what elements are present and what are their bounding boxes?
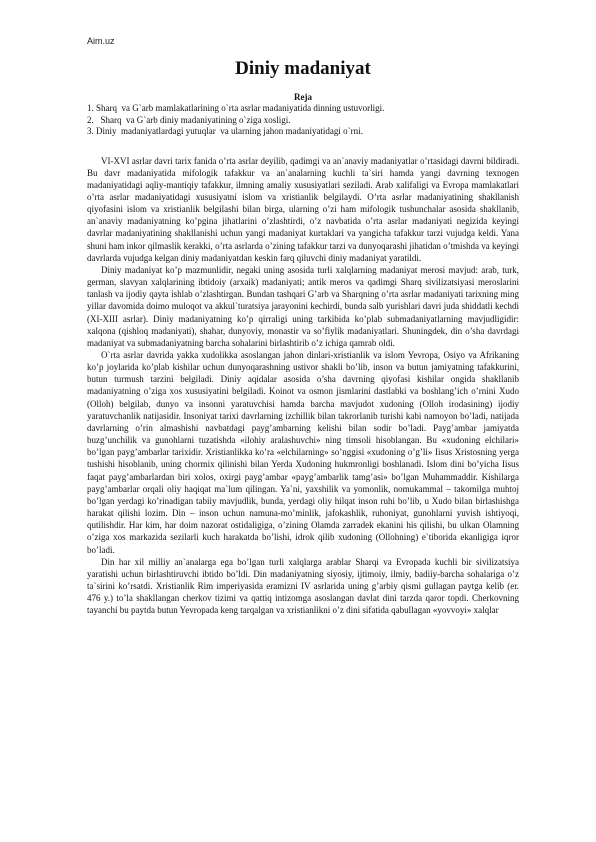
paragraph: Diniy madaniyat ko’p mazmunlidir, negaki uning asosida turli xalqlarning madaniyat merosi mavjud: arab, turk, german, slavyan xalqlarining ibtidoiy (arxaik) madaniyati; antik meros va qadimgi Sharq sivilizatsiyasi meroslarini tanlash va ijodiy qayta ishlab o’zlashtirgan. Bundan tashqari G’arb va Sharqning o’rta asrlar madaniyati tarixning ming yillar davomida doimo muloqot va akkul`turatsiya jarayonini kechirdi, bunda salb yurishlari davri juda shiddatli kechdi (XI-XIII asrlar). Diniy madaniyatning ko’p qirraligi uning tarkibida ko’plab submadaniyatlarning mavjudligidir: xalqona (qishloq madaniyati), shahar, dunyoviy, monastir va so’fiylik madaniyatlari. Shuningdek, din o’sha davrdagi madaniyat va submadaniyatning barcha sohalarini birlashtirib o’z ichiga qamrab oldi. xyxy=(87,264,519,348)
paragraph: Din har xil milliy an`analarga ega bo’lgan turli xalqlarga arablar Sharqi va Evropada kuchli bir sivilizatsiya yaratishi uchun birlashtiruvchi ibtido bo’ldi. Din madaniyatning siyosiy, ijtimoiy, ilmiy, badiiy-barcha sohalariga o’z ta`sirini ko’rsatdi. Xristianlik Rim imperiyasida eramizni IV asrlarida uning g’arbiy qismi gullagan paytga kelib (er. 476 y.) to’la shakllangan cherkov tizimi va qattiq intizomga asoslangan davlat dini tarzda qaror topdi. Cherkovning tayanchi bu paytda butun Yevropada keng tarqalgan va xristianlikni o’z dini sifatida qabullagan «yovvoyi» xalqlar xyxy=(87,556,519,616)
plan-list xyxy=(87,103,519,138)
paragraph: VI-XVI asrlar davri tarix fanida o’rta asrlar deyilib, qadimgi va an`anaviy madaniyatlar o’rtasidagi davrni bildiradi. Bu davr madaniyatida mifologik tafakkur va an`analarning kuchli ta`siri hamda yangi davrning texnogen madaniyatidagi aqliy-mantiqiy tafakkur, ilmning amaliy xususiyatlari seziladi. Arab xalifaligi va Evropa mamlakatlari o’rta asrlar madaniyatidagi xususiyatni islom va xristianlik belgilaydi. O’rta asrlar madaniyatining shakllanish qiyofasini islom va xristianlik belgilashi bilan birga, ularning o’zi ham mifologik tushunchalar asosida shakllanib, an`anaviy madaniyatning ko’pgina jihatlarini o’zlashtirdi, o’z navbatida o’rta asrlar madaniyati negizida keyingi davrlar madaniyatining shakllanishi uchun yangi madaniyat kurtaklari va yangicha tafakkur tarzi vujudga keldi. Yana shuni ham inkor qilmaslik kerakki, o’rta asrlarda o’zining tafakkur tarzi va dunyoqarashi jihatidan o’tmishda va keyingi davrlarda vujudga kelgan diniy madaniyatdan keskin farq qiluvchi diniy madaniyat yaratildi. xyxy=(87,155,519,263)
body-text xyxy=(87,155,519,617)
plan-heading: Reja xyxy=(294,92,312,102)
plan-item: 2. Sharq va G`arb diniy madaniyatining o`ziga xosligi. xyxy=(87,114,291,125)
plan-item: 1. Sharq va G`arb mamlakatlarining o`rta asrlar madaniyatida dinning ustuvorligi. xyxy=(87,103,385,113)
site-label: Aim.uz xyxy=(87,36,115,46)
plan-item: 3. Diniy madaniyatlardagi yutuqlar va ularning jahon madaniyatidagi o`rni. xyxy=(87,126,363,136)
paragraph: O`rta asrlar davrida yakka xudolikka asoslangan jahon dinlari-xristianlik va islom Yevropa, Osiyo va Afrikaning ko’p joylarida ko’plab kishilar uchun dunyoqarashning ustivor shakli bo’lib, inson va butun jamiyatning tafakkurini, butun turmush tarzini belgiladi. Diniy aqidalar asosida o’sha davrning qiyofasi kishilar ongida shakllanib madaniyatning o’ziga xos xususiyatini belgiladi. Koinot va osmon jismlarini dastlabki va boshlang’ich o’rnini Xudo (Olloh) belgilab, dunyo va insonni yaratuvchisi hamda barcha mavjudot xudoning (Olloh irodasining) ijodiy yaratuvchanlik natijasidir. Insoniyat tarixi davrlarning izchillik bilan takrorlanib turishi kabi namoyon bo’ladi, natijada davrlarning o’rin almashishi navbatdagi payg’ambarning kelishi bilan sodir bo’ladi. Payg’ambar jamiyatda buzg’unchilik va gunohlarni tuzatishda «ilohiy aralashuvchi» ning timsoli hisoblangan. Bu «xudoning elchilari» bo’lgan payg’ambarlar tarixidir. Xristianlikka ko’ra «elchilarning» so’nggisi «xudoning o’g’li» Iisus Xristosning yerga tushishi hisoblanib, uning chormix qilinishi bilan Yerda Xudoning hukmronligi boshlanadi. Islom dini bo’yicha Iisus faqat payg’ambarlardan biri xolos, oxirgi payg’ambar «payg’ambarlik tamg’asi» bo’lgan Muhammaddir. Kishilarga payg’ambarlar orqali oliy haqiqat ma`lum qilingan. Ya`ni, yaxshilik va yomonlik, nomukammal – takomilga muhtoj bo’lgan yerdagi ko’rinadigan tabiiy mavjudlik, bunda, yerdagi oliy hilqat inson ruhi bo’lib, u Xudo bilan birlashishga harakat qilishi lozim. Din – inson uchun namuna-mo’minlik, jafokashlik, ruhoniyat, gunohlarni yuvish ishtiyoqi, qutilishdir. Har kim, har doim nazorat ostidaligiga, o’zining Olamda zarradek ekanini his qilishi, bu ulkan Olamning o’ziga xos markazida sezilarli kuch harakatda bo’lishi, idrok qilib xudoning (Ollohning) e`tiborida ekanligiga iqror bo’ladi. xyxy=(87,350,519,555)
document-page xyxy=(87,58,519,616)
document-title: Diniy madaniyat xyxy=(235,58,371,79)
